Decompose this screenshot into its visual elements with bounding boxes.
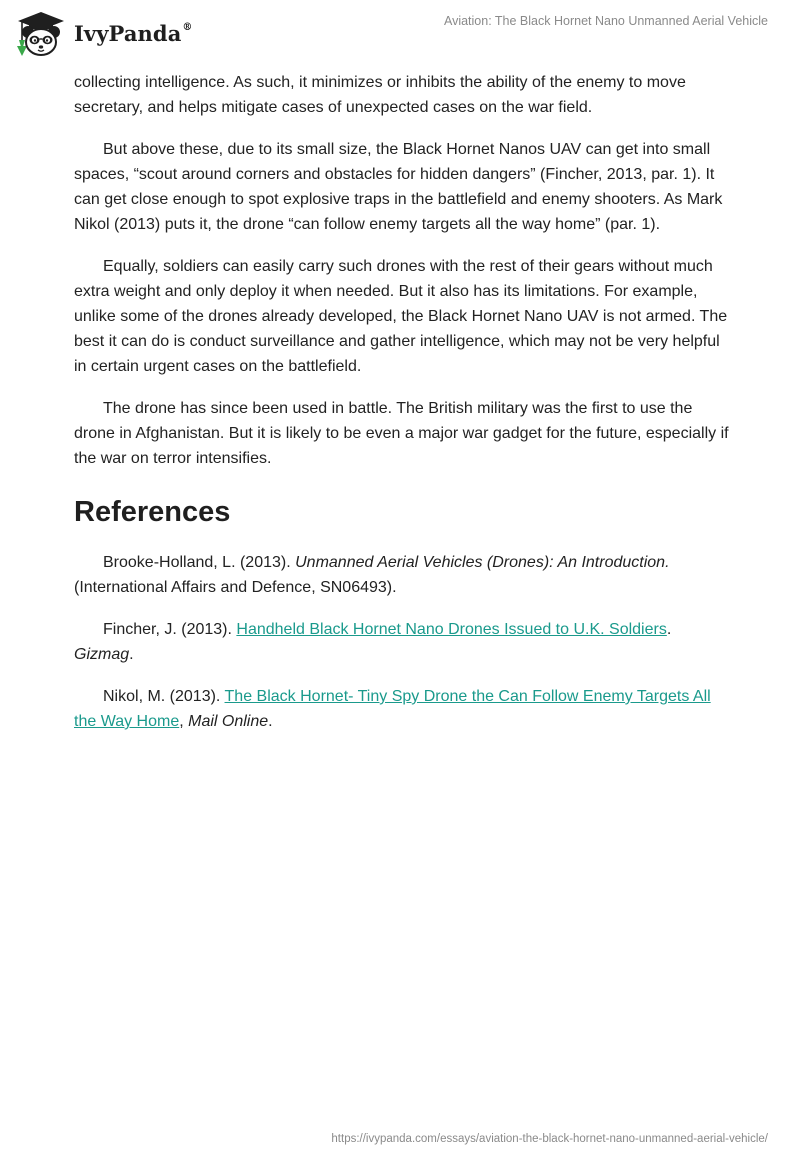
- reference-link[interactable]: Handheld Black Hornet Nano Drones Issued to U.K. Soldiers: [236, 621, 667, 638]
- page-header: [0, 0, 800, 66]
- reference-item: [74, 550, 730, 600]
- panda-graduate-icon: [14, 10, 68, 58]
- references-heading: References: [74, 496, 231, 528]
- reference-separator: .: [666, 621, 672, 638]
- body-paragraph: collecting intelligence. As such, it minimizes or inhibits the ability of the enemy to move secretary, and helps mitigate cases of unexpected cases on the war field.: [74, 74, 686, 116]
- reference-suffix: (International Affairs and Defence, SN06493).: [74, 579, 397, 596]
- document-title: Aviation: The Black Hornet Nano Unmanned Aerial Vehicle: [443, 14, 768, 28]
- reference-source: Mail Online: [188, 713, 269, 730]
- reference-source: Gizmag: [74, 646, 130, 663]
- essay-content: [74, 70, 730, 751]
- brand-name: [74, 21, 193, 46]
- body-paragraph: The drone has since been used in battle. The British military was the first to use the drone in Afghanistan. But it is likely to be even a major war gadget for the future, especially if the war on terror intensifies.: [74, 400, 729, 467]
- brand-logo[interactable]: [14, 10, 193, 58]
- brand-name-text: IvyPanda: [74, 20, 182, 46]
- reference-author: Fincher, J. (2013).: [103, 621, 237, 638]
- reference-link[interactable]: The Black Hornet- Tiny Spy Drone the Can Follow Enemy Targets All the Way Home: [74, 688, 711, 730]
- reference-author: Nikol, M. (2013).: [103, 688, 225, 705]
- reference-suffix: .: [129, 646, 134, 663]
- reference-title: Unmanned Aerial Vehicles (Drones): An Introduction.: [295, 554, 670, 571]
- body-paragraph: But above these, due to its small size, the Black Hornet Nanos UAV can get into small spaces, “scout around corners and obstacles for hidden dangers” (Fincher, 2013, par. 1). It can get close enough to spot explosive traps in the battlefield and enemy shooters. As Mark Nikol (2013) puts it, the drone “can follow enemy targets all the way home” (par. 1).: [74, 141, 723, 233]
- reference-author: Brooke-Holland, L. (2013).: [103, 554, 296, 571]
- body-paragraph: Equally, soldiers can easily carry such drones with the rest of their gears without much extra weight and only deploy it when needed. But it also has its limitations. For example, unlike some of the drones already developed, the Black Hornet Nano UAV is not armed. The best it can do is conduct surveillance and gather intelligence, which may not be very helpful in certain urgent cases on the battlefield.: [74, 258, 728, 375]
- reference-separator: ,: [179, 713, 189, 730]
- reference-item: [74, 617, 730, 667]
- registered-mark: ®: [182, 21, 193, 33]
- footer-url[interactable]: https://ivypanda.com/essays/aviation-the-black-hornet-nano-unmanned-aerial-vehicle/: [331, 1133, 768, 1145]
- reference-suffix: .: [268, 713, 273, 730]
- reference-item: [74, 684, 730, 734]
